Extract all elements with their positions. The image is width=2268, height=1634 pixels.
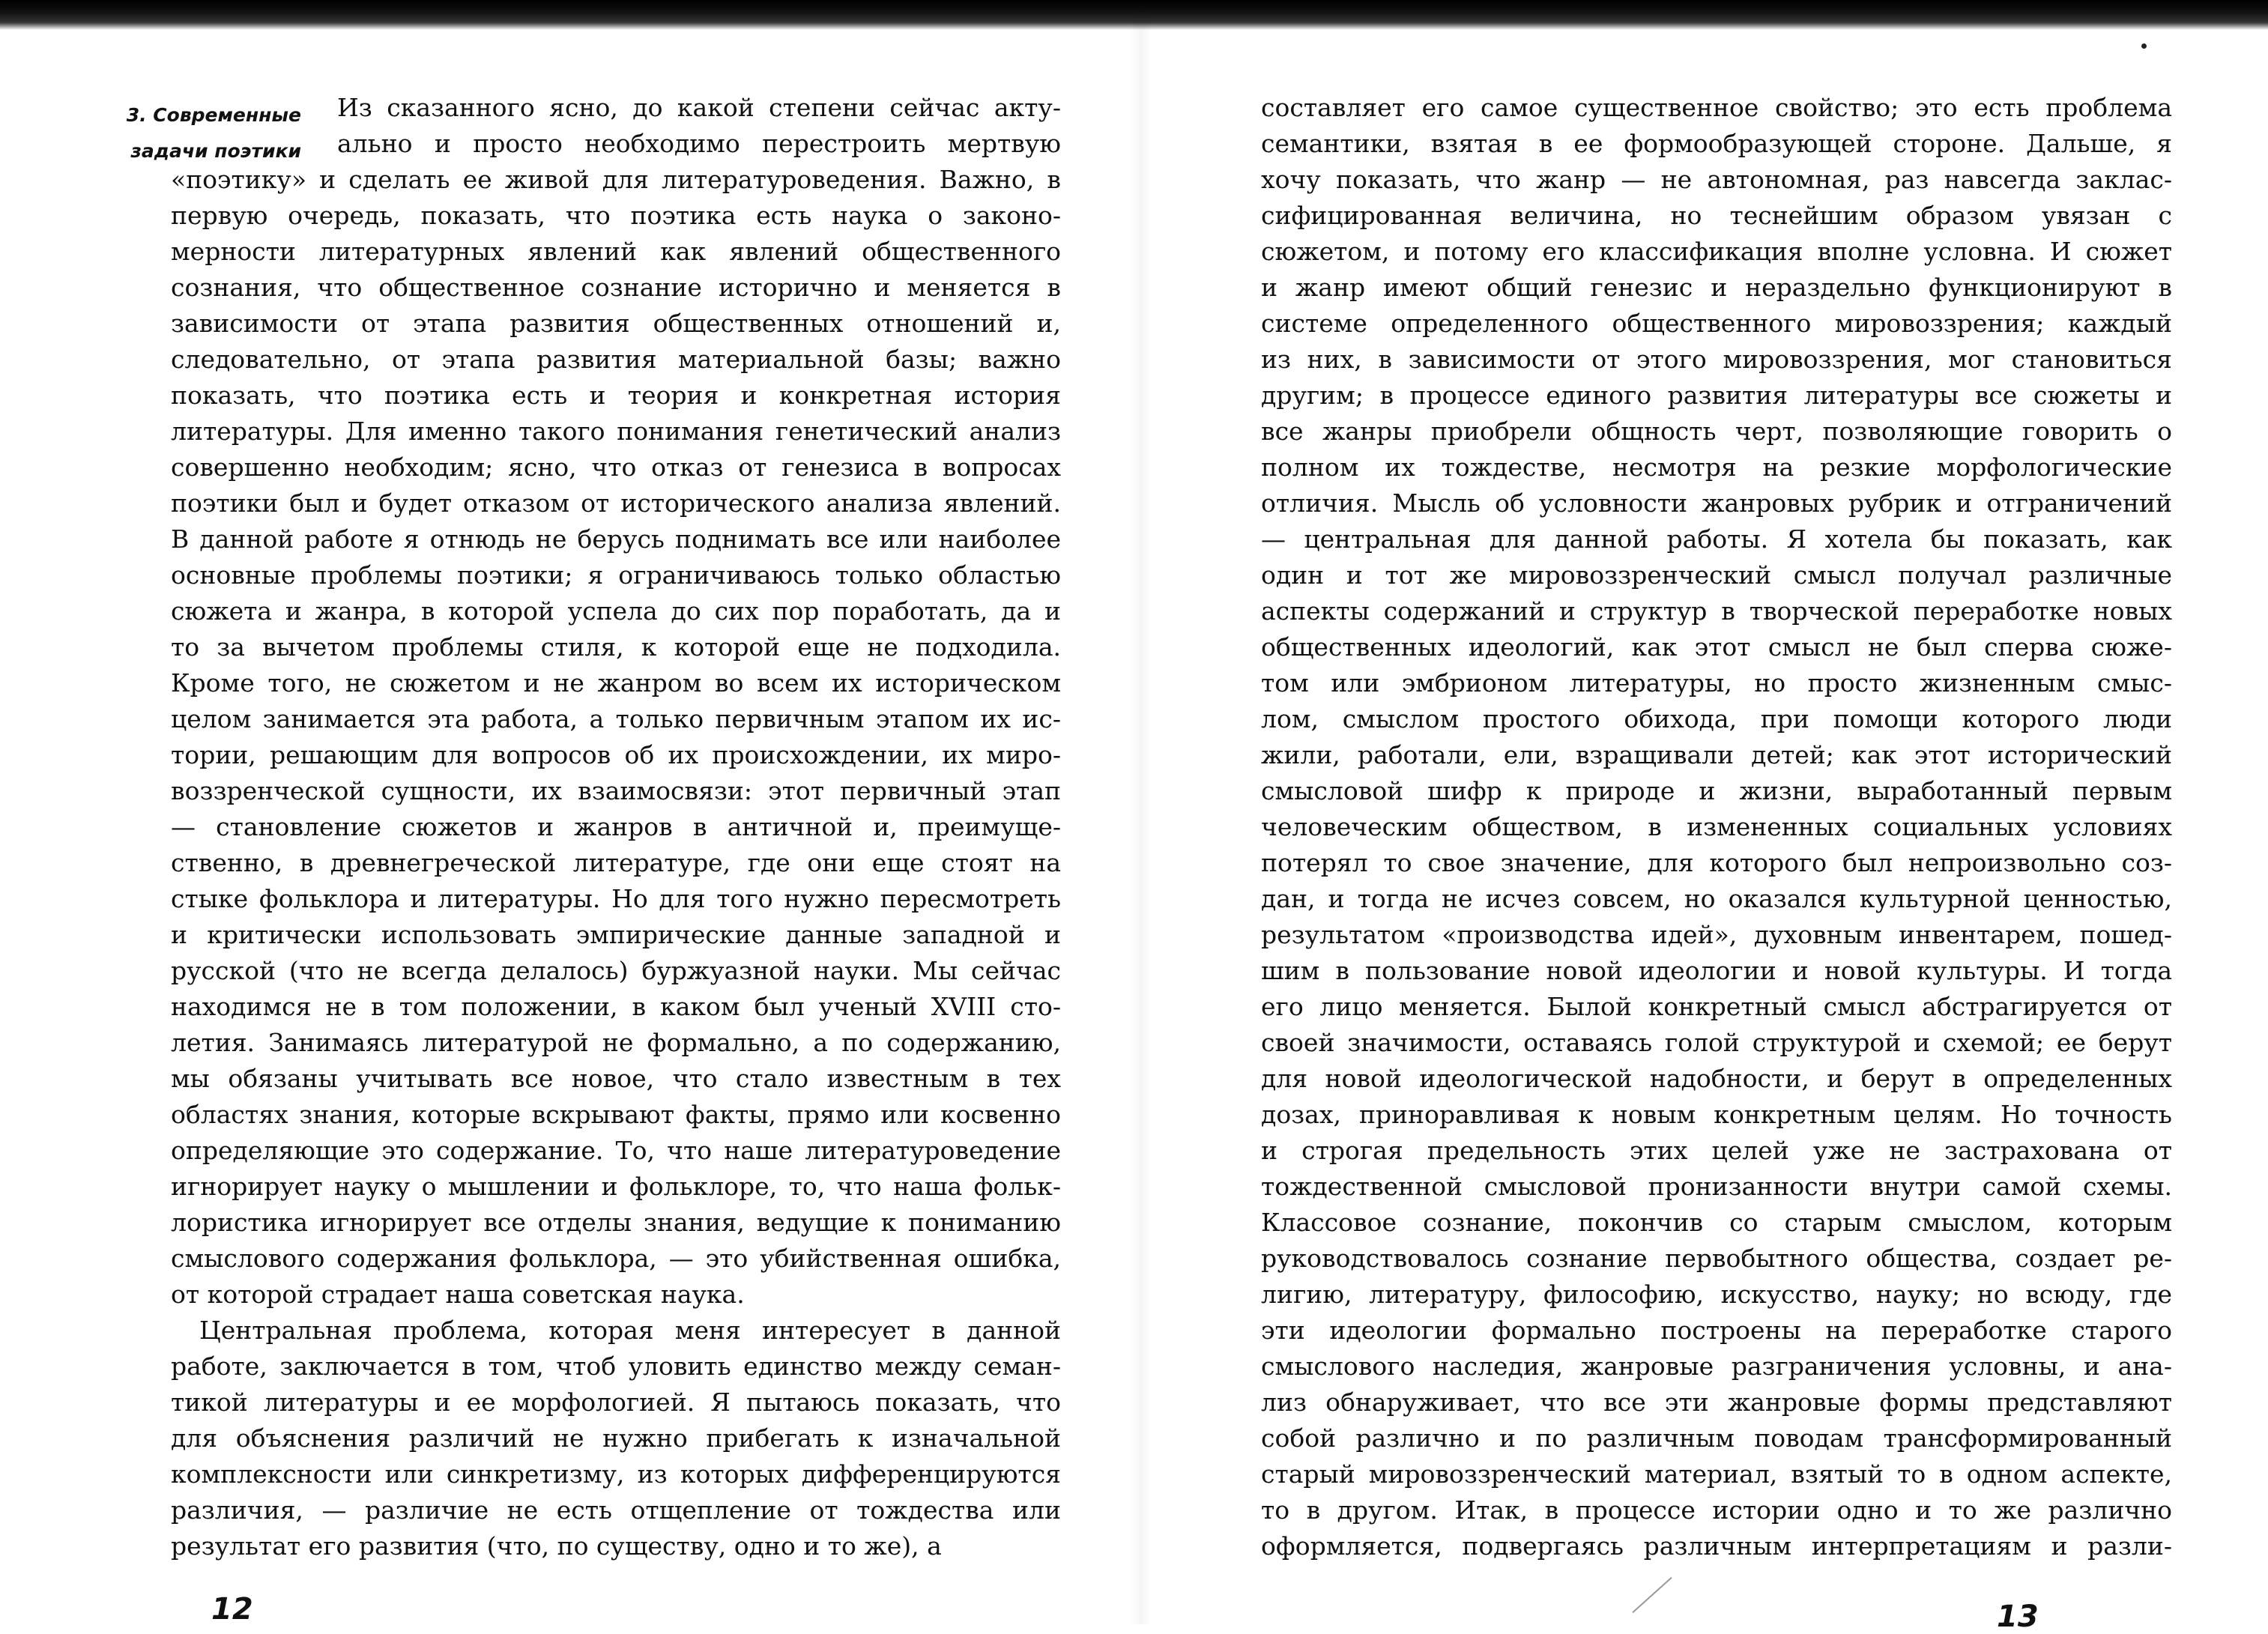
text-line: летия. Занимаясь литературой не формально, а по содержанию,: [171, 1028, 1061, 1057]
text-line: и строгая предельность этих целей уже не застрахована от: [1261, 1136, 2172, 1165]
text-line: областях знания, которые вскрывают факты, прямо или косвенно: [171, 1100, 1061, 1129]
text-line: дан, и тогда не исчез совсем, но оказался культурной ценностью,: [1261, 884, 2172, 913]
text-line: отличия. Мысль об условности жанровых рубрик и отграничений: [1261, 488, 2172, 518]
text-line: находимся не в том положении, в каком был ученый XVIII сто-: [171, 992, 1061, 1021]
book-gutter: [1130, 0, 1152, 1624]
text-line: основные проблемы поэтики; я ограничиваюсь только областью: [171, 560, 1061, 590]
text-line: работе, заключается в том, чтоб уловить единство между семан-: [171, 1352, 1061, 1381]
text-line: тикой литературы и ее морфологией. Я пытаюсь показать, что: [171, 1388, 1061, 1417]
text-line: сюжетом, и потому его классификация вполне условна. И сюжет: [1261, 237, 2172, 266]
text-line: и критически использовать эмпирические данные западной и: [171, 920, 1061, 949]
text-line: тождественной смысловой пронизанности внутри самой схемы.: [1261, 1172, 2172, 1201]
text-line: смысловой шифр к природе и жизни, выработанный первым: [1261, 776, 2172, 805]
text-line: для объяснения различий не нужно прибегать к изначальной: [171, 1423, 1061, 1453]
text-line: результатом «производства идей», духовным инвентарем, пошед-: [1261, 920, 2172, 949]
page-number-left: 12: [211, 1592, 253, 1627]
text-line: системе определенного общественного мировоззрения; каждый: [1261, 309, 2172, 338]
text-line: сюжета и жанра, в которой успела до сих пор поработать, да и: [171, 596, 1061, 626]
text-line: один и тот же мировоззренческий смысл получал различные: [1261, 560, 2172, 590]
text-line: эти идеологии формально построены на переработке старого: [1261, 1316, 2172, 1345]
text-line: старый мировоззренческий материал, взятый то в одном аспекте,: [1261, 1459, 2172, 1489]
text-line: поэтики был и будет отказом от исторического анализа явлений.: [171, 488, 1061, 518]
text-line: мы обязаны учитывать все новое, что стало известным в тех: [171, 1064, 1061, 1093]
text-line: следовательно, от этапа развития материальной базы; важно: [171, 345, 1061, 374]
text-line: определяющие это содержание. То, что наше литературоведение: [171, 1136, 1061, 1165]
text-line: литературы. Для именно такого понимания генетический анализ: [171, 417, 1061, 446]
text-line: целом занимается эта работа, а только первичным этапом их ис-: [171, 704, 1061, 733]
text-line: другим; в процессе единого развития литературы все сюжеты и: [1261, 381, 2172, 410]
text-line: то за вычетом проблемы стиля, к которой еще не подходила.: [171, 632, 1061, 662]
text-line: воззренческой сущности, их взаимосвязи: этот первичный этап: [171, 776, 1061, 805]
text-line: его лицо меняется. Былой конкретный смысл абстрагируется от: [1261, 992, 2172, 1021]
text-line: стыке фольклора и литературы. Но для того нужно пересмотреть: [171, 884, 1061, 913]
text-line: ально и просто необходимо перестроить мертвую: [337, 129, 1061, 158]
text-line: хочу показать, что жанр — не автономная, раз навсегда заклас-: [1261, 165, 2172, 194]
text-line: Классовое сознание, покончив со старым смыслом, которым: [1261, 1208, 2172, 1237]
text-line: жили, работали, ели, взращивали детей; как этот исторический: [1261, 740, 2172, 769]
text-line: «поэтику» и сделать ее живой для литературоведения. Важно, в: [171, 165, 1061, 194]
text-line: том или эмбрионом литературы, но просто жизненным смыс-: [1261, 668, 2172, 698]
text-line: В данной работе я отнюдь не берусь поднимать все или наиболее: [171, 524, 1061, 554]
text-line: все жанры приобрели общность черт, позволяющие говорить о: [1261, 417, 2172, 446]
pencil-mark: [1632, 1577, 1672, 1613]
text-line: руководствовалось сознание первобытного общества, создает ре-: [1261, 1244, 2172, 1273]
text-line: от которой страдает наша советская наука.: [171, 1280, 745, 1309]
text-line: семантики, взятая в ее формообразующей стороне. Дальше, я: [1261, 129, 2172, 158]
text-line: шим в пользование новой идеологии и новой культуры. И тогда: [1261, 956, 2172, 985]
text-line: Центральная проблема, которая меня интересует в данной: [199, 1316, 1061, 1345]
text-line: человеческим обществом, в измененных социальных условиях: [1261, 812, 2172, 841]
text-line: дозах, приноравливая к новым конкретным целям. Но точность: [1261, 1100, 2172, 1129]
text-line: смыслового наследия, жанровые разграничения условны, и ана-: [1261, 1352, 2172, 1381]
text-line: зависимости от этапа развития общественных отношений и,: [171, 309, 1061, 338]
text-line: первую очередь, показать, что поэтика есть наука о законо-: [171, 201, 1061, 230]
text-line: полном их тождестве, несмотря на резкие морфологические: [1261, 453, 2172, 482]
text-line: потерял то свое значение, для которого был непроизвольно соз-: [1261, 848, 2172, 877]
text-line: показать, что поэтика есть и теория и конкретная история: [171, 381, 1061, 410]
text-line: составляет его самое существенное свойство; это есть проблема: [1261, 93, 2172, 122]
margin-note-line: 3. Современные: [126, 104, 301, 126]
text-line: лористика игнорирует все отделы знания, ведущие к пониманию: [171, 1208, 1061, 1237]
text-line: для новой идеологической надобности, и берут в определенных: [1261, 1064, 2172, 1093]
text-line: русской (что не всегда делалось) буржуазной науки. Мы сейчас: [171, 956, 1061, 985]
text-line: Из сказанного ясно, до какой степени сейчас акту-: [337, 93, 1061, 122]
text-line: результат его развития (что, по существу, одно и то же), а: [171, 1531, 942, 1561]
text-line: Кроме того, не сюжетом и не жанром во всем их историческом: [171, 668, 1061, 698]
text-line: аспекты содержаний и структур в творческой переработке новых: [1261, 596, 2172, 626]
text-line: сифицированная величина, но теснейшим образом увязан с: [1261, 201, 2172, 230]
text-line: лом, смыслом простого обихода, при помощи которого люди: [1261, 704, 2172, 733]
page-number-right: 13: [1997, 1600, 2039, 1634]
text-line: лиз обнаруживает, что все эти жанровые формы представляют: [1261, 1388, 2172, 1417]
text-line: и жанр имеют общий генезис и нераздельно функционируют в: [1261, 273, 2172, 302]
right-page-text: [1261, 90, 2172, 1564]
text-line: лигию, литературу, философию, искусство, науку; но всюду, где: [1261, 1280, 2172, 1309]
text-line: оформляется, подвергаясь различным интерпретациям и разли-: [1261, 1531, 2172, 1561]
text-line: — становление сюжетов и жанров в античной и, преимуще-: [171, 812, 1061, 841]
text-line: смыслового содержания фольклора, — это убийственная ошибка,: [171, 1244, 1061, 1273]
text-line: — центральная для данной работы. Я хотела бы показать, как: [1261, 524, 2172, 554]
text-line: игнорирует науку о мышлении и фольклоре, то, что наша фольк-: [171, 1172, 1061, 1201]
left-page-text: [171, 90, 1061, 1564]
text-line: общественных идеологий, как этот смысл не был сперва сюже-: [1261, 632, 2172, 662]
text-line: мерности литературных явлений как явлений общественного: [171, 237, 1061, 266]
text-line: сознания, что общественное сознание исторично и меняется в: [171, 273, 1061, 302]
text-line: ственно, в древнегреческой литературе, где они еще стоят на: [171, 848, 1061, 877]
text-line: совершенно необходим; ясно, что отказ от генезиса в вопросах: [171, 453, 1061, 482]
scan-speck: [2141, 43, 2147, 49]
text-line: то в другом. Итак, в процессе истории одно и то же различно: [1261, 1495, 2172, 1525]
text-line: различия, — различие не есть отщепление от тождества или: [171, 1495, 1061, 1525]
text-line: собой различно и по различным поводам трансформированный: [1261, 1423, 2172, 1453]
margin-note-line: задачи поэтики: [130, 140, 301, 162]
text-line: тории, решающим для вопросов об их происхождении, их миро-: [171, 740, 1061, 769]
text-line: своей значимости, оставаясь голой структурой и схемой; ее берут: [1261, 1028, 2172, 1057]
text-line: из них, в зависимости от этого мировоззрения, мог становиться: [1261, 345, 2172, 374]
text-line: комплексности или синкретизму, из которых дифференцируются: [171, 1459, 1061, 1489]
